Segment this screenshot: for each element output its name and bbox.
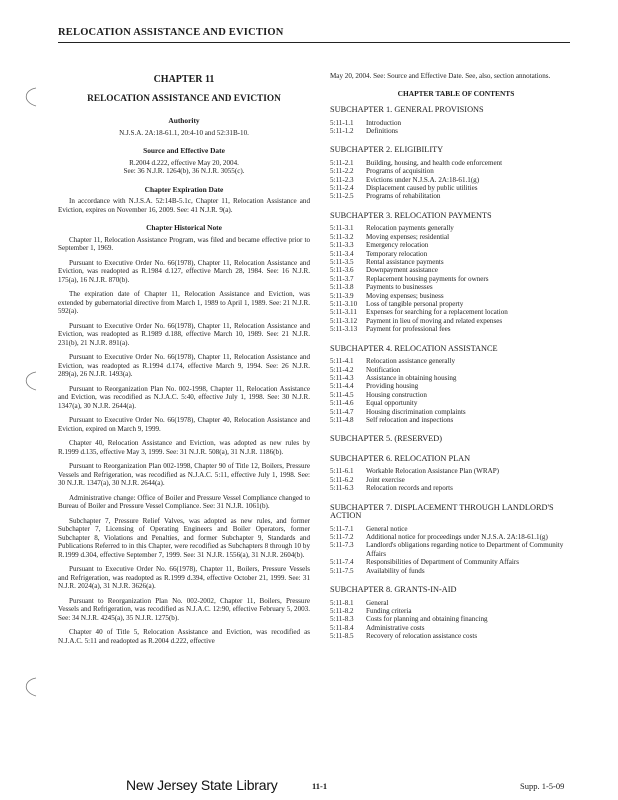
section-number: 5:11-4.3: [330, 373, 354, 382]
section-number: 5:11-2.2: [330, 167, 354, 176]
section-title: Evictions under N.J.S.A. 2A:18-61.1(g): [366, 175, 480, 184]
section-number: 5:11-7.1: [330, 524, 354, 533]
toc-entry: [330, 525, 582, 533]
section-number: 5:11-3.6: [330, 266, 354, 275]
section-number: 5:11-4.1: [330, 357, 354, 366]
toc-entry: [330, 366, 582, 374]
subchapter-heading: SUBCHAPTER 6. RELOCATION PLAN: [330, 453, 471, 463]
section-title: Notification: [366, 365, 401, 374]
toc-entry: [330, 184, 582, 192]
toc-entry: [330, 374, 582, 382]
section-number: 5:11-2.5: [330, 192, 354, 201]
section-number: 5:11-8.4: [330, 623, 354, 632]
section-title: Workable Relocation Assistance Plan (WRAP): [366, 467, 500, 476]
expiration-heading: Chapter Expiration Date: [144, 184, 224, 194]
toc-entry: [330, 607, 582, 615]
toc-entry: [330, 467, 582, 475]
toc-entry: [330, 408, 582, 416]
toc-entry: [330, 119, 582, 127]
section-number: 5:11-3.9: [330, 291, 354, 300]
section-number: 5:11-6.1: [330, 467, 354, 476]
page-number: 11-1: [312, 781, 328, 791]
section-title: Funding criteria: [366, 606, 412, 615]
section-title: Equal opportunity: [366, 399, 418, 408]
supplement-date: Supp. 1-5-09: [520, 781, 565, 791]
section-number: 5:11-4.8: [330, 415, 354, 424]
section-title: Responsibilities of Department of Community Affairs: [366, 558, 519, 567]
section-title: Relocation assistance generally: [366, 357, 456, 366]
toc-entry: [330, 533, 582, 541]
section-number: 5:11-4.2: [330, 365, 354, 374]
section-number: 5:11-6.3: [330, 484, 354, 493]
section-title: Moving expenses; business: [366, 291, 444, 300]
section-title: Costs for planning and obtaining financing: [366, 615, 488, 624]
hole-punch-mark-icon: [20, 370, 40, 392]
toc-entry: [330, 317, 582, 325]
toc-entry: [330, 476, 582, 484]
section-number: 5:11-2.1: [330, 158, 354, 167]
toc-entry: [330, 224, 582, 232]
toc-entry: [330, 632, 582, 640]
section-number: 5:11-7.3: [330, 541, 354, 550]
toc-entry: [330, 357, 582, 365]
subchapter-heading: SUBCHAPTER 5. (RESERVED): [330, 434, 443, 444]
section-number: 5:11-3.1: [330, 224, 354, 233]
section-number: 5:11-3.4: [330, 249, 354, 258]
table-of-contents: [330, 106, 582, 641]
section-number: 5:11-3.2: [330, 232, 354, 241]
section-title: Joint exercise: [366, 475, 405, 484]
history-paragraph: Pursuant to Executive Order No. 66(1978), Chapter 40, Relocation Assistance and Eviction, expired on March 9, 1999.: [58, 416, 310, 433]
right-column: [330, 72, 582, 641]
section-title: Availability of funds: [366, 566, 425, 575]
section-number: 5:11-7.2: [330, 533, 354, 541]
section-title: Recovery of relocation assistance costs: [366, 632, 478, 641]
toc-entry: [330, 567, 582, 575]
history-heading: Chapter Historical Note: [146, 223, 222, 232]
authority-heading: Authority: [168, 116, 200, 125]
subchapter-heading: SUBCHAPTER 7. DISPLACEMENT THROUGH LANDLORD'S ACTION: [330, 502, 554, 521]
section-title: Introduction: [366, 118, 402, 127]
section-title: Definitions: [366, 126, 398, 135]
toc-entry: [330, 241, 582, 249]
section-title: Self relocation and inspections: [366, 415, 454, 424]
section-number: 5:11-1.1: [330, 118, 354, 127]
section-number: 5:11-4.7: [330, 407, 354, 416]
toc-entry: [330, 250, 582, 258]
toc-entry: [330, 176, 582, 184]
section-title: Temporary relocation: [366, 249, 428, 258]
toc-entry: [330, 391, 582, 399]
section-number: 5:11-8.3: [330, 615, 354, 624]
toc-entry: [330, 325, 582, 333]
section-title: Landlord's obligations regarding notice to Department of Community Affairs: [366, 541, 564, 558]
section-title: Downpayment assistance: [366, 266, 438, 275]
left-column: [58, 72, 310, 651]
toc-entry: [330, 127, 582, 135]
section-number: 5:11-4.5: [330, 390, 354, 399]
section-title: Rental assistance payments: [366, 257, 444, 266]
section-number: 5:11-3.11: [330, 308, 357, 317]
toc-entry: [330, 167, 582, 175]
toc-entry: [330, 615, 582, 623]
chapter-number: CHAPTER 11: [153, 74, 215, 85]
section-number: 5:11-7.4: [330, 558, 354, 567]
section-title: Displacement caused by public utilities: [366, 184, 478, 193]
hole-punch-mark-icon: [20, 86, 40, 108]
history-paragraph: Chapter 11, Relocation Assistance Program, was filed and became effective prior to September 1, 1969.: [58, 235, 310, 252]
history-paragraph: Subchapter 7, Pressure Relief Valves, was adopted as new rules, and former Subchapter 7, Licensing of Operating Engineers and Boiler Operators, former Subchapter 8, Violations and Penalties, and former Subchapter 9, Standards and Publications Referred to in this Chapter, were recodified as Subchapters 8 through 10 by R.1999 d.304, effective September 7, 1999. See: 31 N.J.R. 1556(a), 31 N.J.R. 2604(b).: [58, 516, 310, 559]
section-number: 5:11-2.4: [330, 184, 354, 193]
toc-entry: [330, 275, 582, 283]
section-number: 5:11-3.10: [330, 300, 358, 308]
history-paragraph: Chapter 40, Relocation Assistance and Eviction, was adopted as new rules by R.1999 d.135, effective May 3, 1999. See: 31 N.J.R. 508(a), 31 N.J.R. 1186(b).: [58, 439, 310, 456]
section-title: Programs of rehabilitation: [366, 192, 441, 201]
history-paragraph: Pursuant to Executive Order No. 66(1978), Chapter 11, Relocation Assistance and Eviction, was readopted as R.1989 d.188, effective March 10, 1989. See: 21 N.J.R. 231(b), 21 N.J.R. 891(a).: [58, 321, 310, 347]
section-number: 5:11-3.13: [330, 325, 358, 334]
history-paragraph: Pursuant to Reorganization Plan No. 002-1998, Chapter 11, Relocation Assistance and Eviction, was recodified as N.J.A.C. 5:40, effective July 1, 1998. See: 30 N.J.R. 1347(a), 30 N.J.R. 2644(a).: [58, 384, 310, 410]
section-title: Programs of acquisition: [366, 167, 434, 176]
toc-entry: [330, 308, 582, 316]
history-paragraph: Pursuant to Executive Order No. 66(1978), Chapter 11, Boilers, Pressure Vessels and Refrigeration, was readopted as R.1999 d.394, effective October 21, 1999. See: 31 N.J.R. 2024(a), 31 N.J.R. 3626(a).: [58, 565, 310, 590]
toc-entry: [330, 192, 582, 200]
toc-entry: [330, 599, 582, 607]
section-title: General notice: [366, 524, 408, 533]
section-title: Expenses for searching for a replacement location: [366, 308, 508, 317]
subchapter-heading: SUBCHAPTER 3. RELOCATION PAYMENTS: [330, 210, 492, 220]
history-paragraph: The expiration date of Chapter 11, Relocation Assistance and Eviction, was extended by gubernatorial directive from March 1, 1989 to April 1, 1989. See: 21 N.J.R. 592(a).: [58, 290, 310, 315]
section-number: 5:11-3.8: [330, 283, 354, 292]
history-paragraph: Pursuant to Reorganization Plan No. 002-2002, Chapter 11, Boilers, Pressure Vessels and Refrigeration, was recodified as N.J.A.C. 12:90, effective February 5, 2003. See: 34 N.J.R. 4245(a), 35 N.J.R. 1275(b).: [58, 596, 310, 622]
toc-entry: [330, 558, 582, 566]
section-title: Loss of tangible personal property: [366, 300, 464, 308]
section-number: 5:11-3.12: [330, 316, 358, 325]
section-number: 5:11-4.4: [330, 382, 354, 391]
toc-entry: [330, 382, 582, 390]
history-paragraph: Chapter 40 of Title 5, Relocation Assistance and Eviction, was recodified as N.J.A.C. 5:11 and readopted as R.2004 d.222, effective: [58, 628, 310, 645]
source-line: R.2004 d.222, effective May 20, 2004.: [129, 158, 239, 167]
toc-entry: [330, 266, 582, 274]
chapter-title: RELOCATION ASSISTANCE AND EVICTION: [87, 93, 281, 104]
section-number: 5:11-3.3: [330, 241, 354, 250]
section-number: 5:11-2.3: [330, 175, 354, 184]
running-header: RELOCATION ASSISTANCE AND EVICTION: [58, 27, 284, 38]
toc-entry: [330, 484, 582, 492]
section-number: 5:11-8.5: [330, 632, 354, 641]
section-number: 5:11-8.2: [330, 606, 354, 615]
history-paragraph: Pursuant to Executive Order No. 66(1978), Chapter 11, Relocation Assistance and Eviction, was readopted as R.1984 d.127, effective March 28, 1984. See: 16 N.J.R. 175(a), 16 N.J.R. 870(b).: [58, 258, 310, 284]
section-title: Relocation payments generally: [366, 224, 454, 233]
expiration-text: In accordance with N.J.S.A. 52:14B-5.1c, Chapter 11, Relocation Assistance and Eviction, expires on November 16, 2009. See: 41 N.J.R. 9(a).: [58, 197, 310, 214]
section-title: Assistance in obtaining housing: [366, 373, 457, 382]
section-number: 5:11-8.1: [330, 598, 354, 607]
history-notes: [58, 236, 310, 646]
section-title: Administrative costs: [366, 623, 425, 632]
section-title: Replacement housing payments for owners: [366, 274, 489, 283]
section-number: 5:11-6.2: [330, 475, 354, 484]
toc-entry: [330, 416, 582, 424]
subchapter-heading: SUBCHAPTER 4. RELOCATION ASSISTANCE: [330, 343, 498, 353]
authority-text: N.J.S.A. 2A:18-61.1, 20:4-10 and 52:31B-10.: [119, 128, 249, 137]
header-rule: [58, 42, 570, 43]
section-number: 5:11-3.7: [330, 274, 354, 283]
subchapter-heading: SUBCHAPTER 1. GENERAL PROVISIONS: [330, 105, 484, 114]
toc-entry: [330, 292, 582, 300]
section-number: 5:11-7.5: [330, 566, 354, 575]
subchapter-heading: SUBCHAPTER 2. ELIGIBILITY: [330, 145, 444, 155]
section-title: Housing discrimination complaints: [366, 407, 466, 416]
history-paragraph: Pursuant to Reorganization Plan 002-1998, Chapter 90 of Title 12, Boilers, Pressure Vessels and Refrigeration, was recodified as N.J.A.C. 5:11, effective July 1, 1998. See: 30 N.J.R. 1347(a), 30 N.J.R. 2644(a).: [58, 462, 310, 487]
toc-entry: [330, 300, 582, 308]
section-title: Payment for professional fees: [366, 325, 451, 334]
history-paragraph: Pursuant to Executive Order No. 66(1978), Chapter 11, Relocation Assistance and Eviction, was readopted as R.1994 d.174, effective March 9, 1994. See: 26 N.J.R. 289(a), 26 N.J.R. 1493(a).: [58, 353, 310, 378]
toc-title: CHAPTER TABLE OF CONTENTS: [397, 88, 515, 98]
section-number: 5:11-4.6: [330, 399, 354, 408]
history-paragraph: Administrative change: Office of Boiler and Pressure Vessel Compliance changed to Bureau of Boiler and Pressure Vessel Compliance. See: 31 N.J.R. 1061(b).: [58, 493, 310, 510]
section-title: Building, housing, and health code enforcement: [366, 158, 503, 167]
section-title: Providing housing: [366, 382, 419, 391]
source-heading: Source and Effective Date: [143, 146, 225, 155]
section-title: Payment in lieu of moving and related expenses: [366, 316, 503, 325]
toc-entry: [330, 399, 582, 407]
section-title: Relocation records and reports: [366, 484, 453, 493]
section-title: Emergency relocation: [366, 241, 429, 250]
section-number: 5:11-3.5: [330, 257, 354, 266]
section-title: Additional notice for proceedings under N.J.S.A. 2A:18-61.1(g): [366, 533, 548, 541]
subchapter-heading: SUBCHAPTER 8. GRANTS-IN-AID: [330, 585, 457, 595]
toc-entry: [330, 258, 582, 266]
toc-entry: [330, 233, 582, 241]
toc-entry: [330, 541, 582, 558]
section-number: 5:11-1.2: [330, 126, 354, 135]
source-line: See: 36 N.J.R. 1264(b), 36 N.J.R. 3055(c).: [123, 167, 245, 175]
hole-punch-mark-icon: [20, 676, 40, 698]
library-stamp: New Jersey State Library: [126, 777, 278, 793]
continuation-text: May 20, 2004. See: Source and Effective Date. See, also, section annotations.: [330, 72, 551, 80]
section-title: Payments to businesses: [366, 283, 433, 292]
section-title: Housing construction: [366, 390, 427, 399]
toc-entry: [330, 624, 582, 632]
toc-entry: [330, 283, 582, 291]
section-title: Moving expenses; residential: [366, 232, 450, 241]
section-title: General: [366, 598, 389, 607]
toc-entry: [330, 159, 582, 167]
